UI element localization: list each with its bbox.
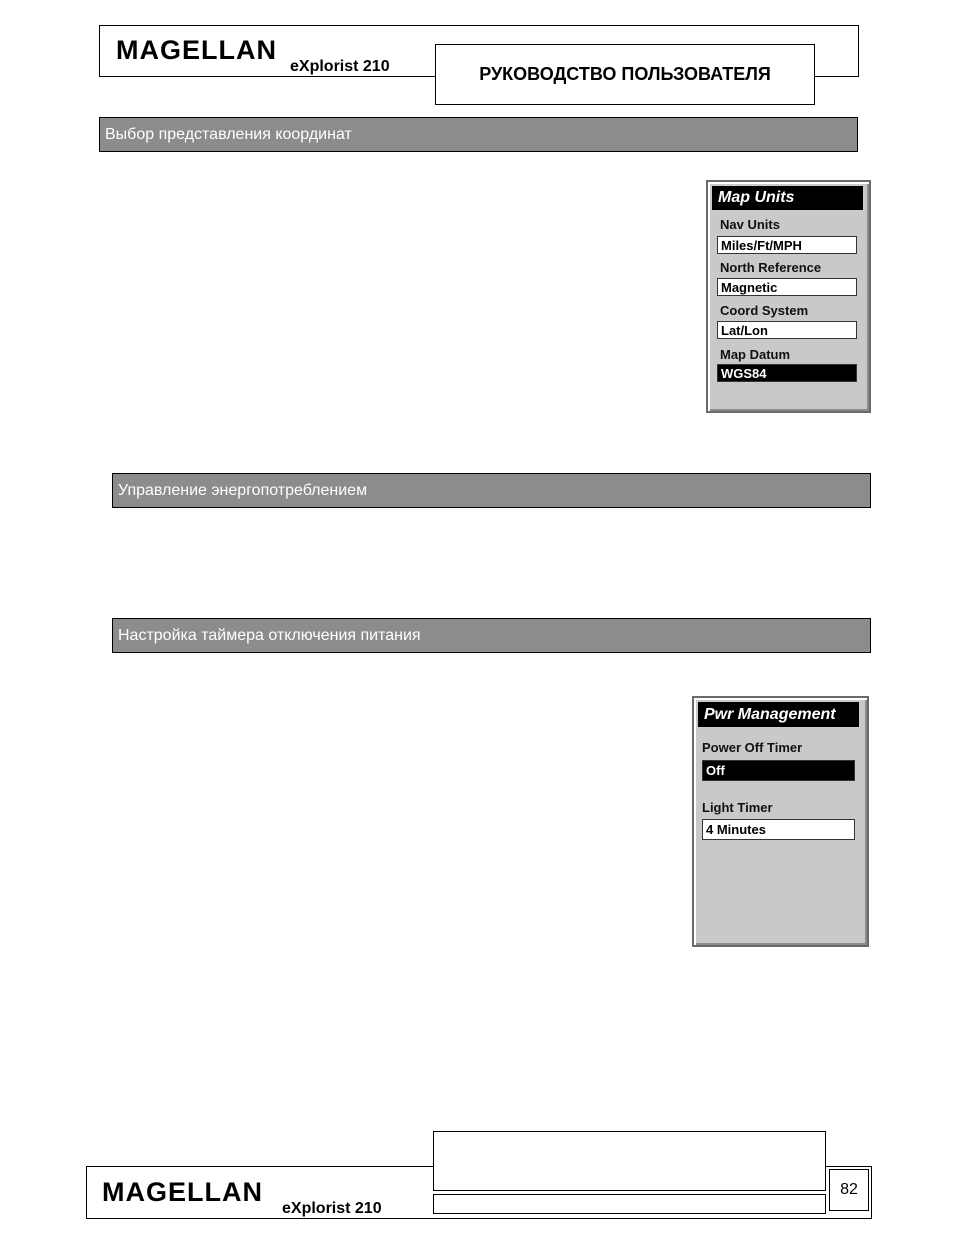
footer-model-name: eXplorist 210 <box>282 1200 382 1217</box>
pwr-management-screen <box>692 696 869 947</box>
coord-system-label: Coord System <box>720 303 809 318</box>
footer-notice-box <box>433 1131 826 1191</box>
north-reference-field[interactable]: Magnetic <box>717 278 857 296</box>
nav-units-label: Nav Units <box>720 217 780 232</box>
header-model-name: eXplorist 210 <box>290 58 390 75</box>
section-bar-timer: Настройка таймера отключения питания <box>112 618 871 653</box>
power-off-timer-label: Power Off Timer <box>702 740 803 755</box>
map-datum-label: Map Datum <box>720 347 791 362</box>
nav-units-field[interactable]: Miles/Ft/MPH <box>717 236 857 254</box>
header-guide-title: РУКОВОДСТВО ПОЛЬЗОВАТЕЛЯ <box>435 44 815 105</box>
light-timer-label: Light Timer <box>702 800 773 815</box>
map-units-screen <box>706 180 871 413</box>
section-bar-coord: Выбор представления координат <box>99 117 858 152</box>
section-bar-power: Управление энергопотреблением <box>112 473 871 508</box>
power-off-timer-field[interactable]: Off <box>702 760 855 781</box>
pwr-management-title: Pwr Management <box>698 702 859 727</box>
page-number: 82 <box>829 1169 869 1211</box>
light-timer-field[interactable]: 4 Minutes <box>702 819 855 840</box>
map-datum-field[interactable]: WGS84 <box>717 364 857 382</box>
coord-system-field[interactable]: Lat/Lon <box>717 321 857 339</box>
map-units-title: Map Units <box>712 186 863 210</box>
header-brand-logo: MAGELLAN <box>116 35 277 65</box>
footer-brand-logo: MAGELLAN <box>102 1177 263 1207</box>
footer-strip-box <box>433 1194 826 1214</box>
north-reference-label: North Reference <box>720 260 822 275</box>
